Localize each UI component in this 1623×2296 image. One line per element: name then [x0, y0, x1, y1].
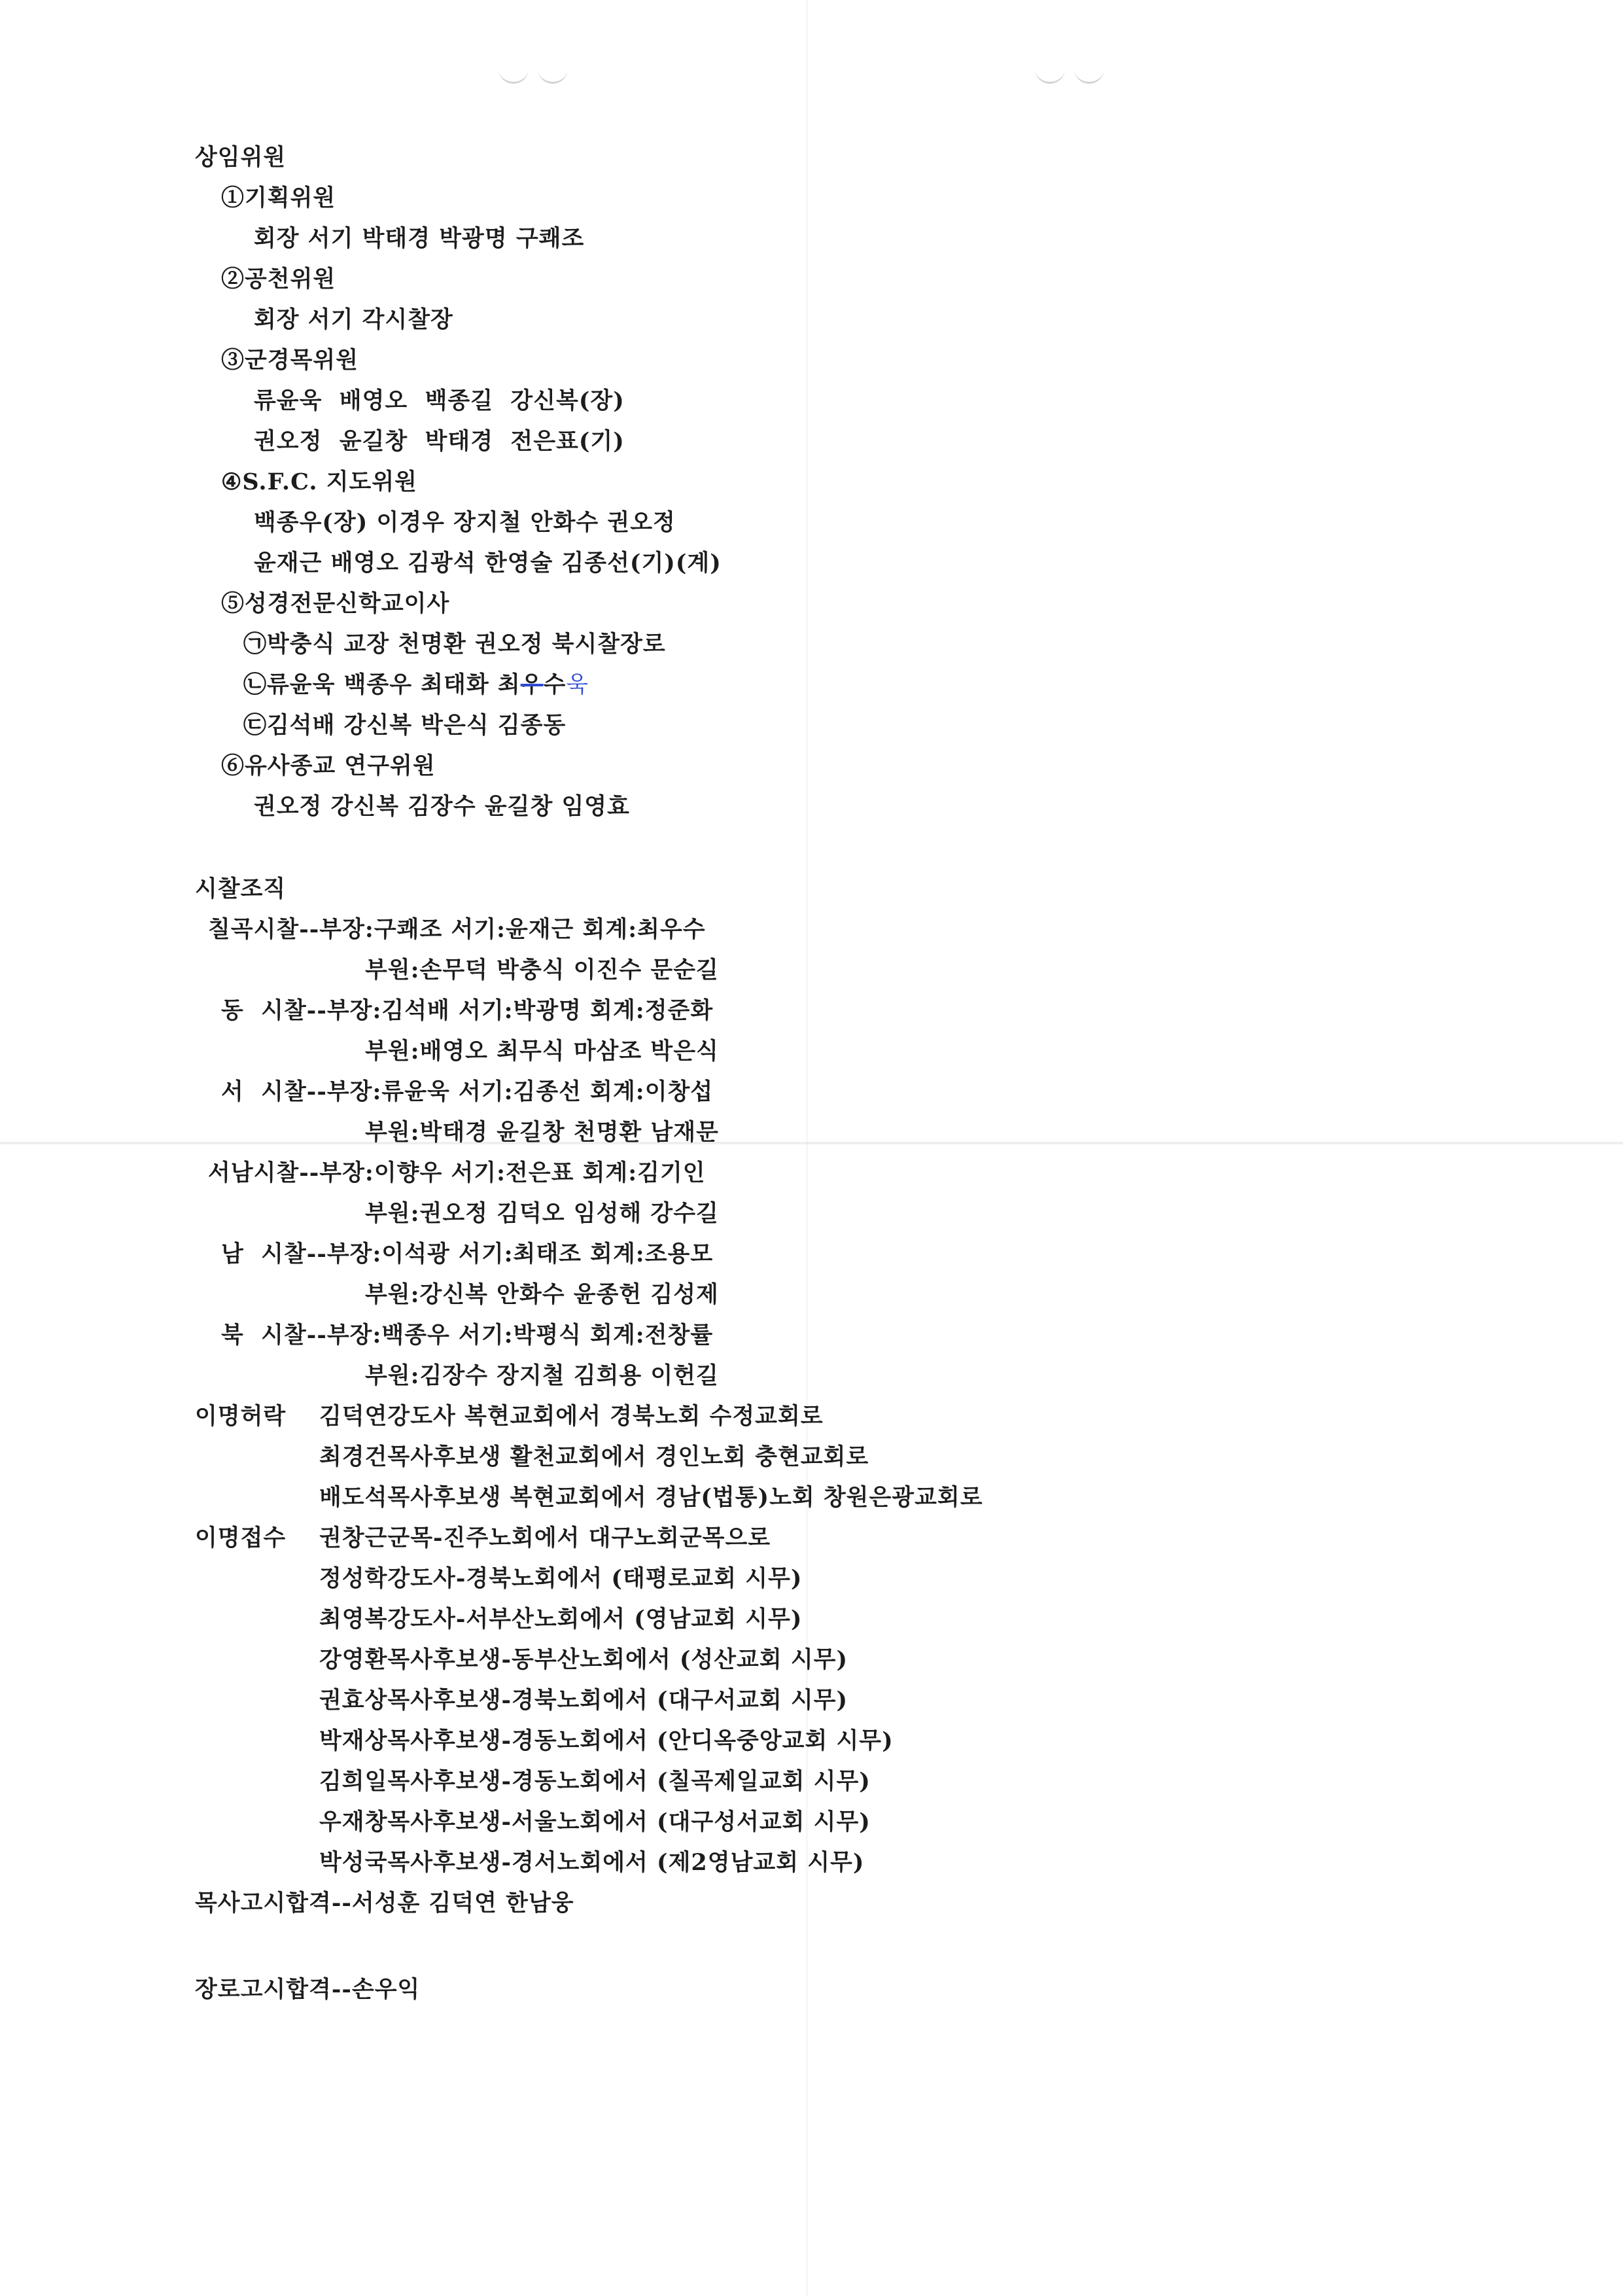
- transfer-in-item: 김희일목사후보생-경동노회에서 (칠곡제일교회 시무): [319, 1768, 871, 1795]
- committee-title-sfc: ④S.F.C. 지도위원: [221, 468, 417, 495]
- transfer-in-item: 박성국목사후보생-경서노회에서 (제2영남교회 시무): [319, 1849, 865, 1876]
- transfer-in-item: 권효상목사후보생-경북노회에서 (대구서교회 시무): [319, 1687, 848, 1714]
- transfer-in-item: 권창근군목-진주노회에서 대구노회군목으로: [319, 1525, 771, 1551]
- committee-members-sfc-1: 백종우(장) 이경우 장지철 안화수 권오정: [254, 509, 676, 536]
- transfer-in-item: 박재상목사후보생-경동노회에서 (안디옥중앙교회 시무): [319, 1727, 894, 1754]
- committee-members-planning: 회장 서기 박태경 박광명 구쾌조: [254, 225, 585, 252]
- sichal-head-row: 남 시찰--부장:이석광 서기:최태조 회계:조용모: [221, 1241, 714, 1267]
- committee-title-military: ③군경목위원: [221, 347, 359, 374]
- transfer-out-item: 최경건목사후보생 활천교회에서 경인노회 충현교회로: [319, 1443, 869, 1470]
- elder-exam-passed: 장로고시합격--손우익: [195, 1976, 421, 2003]
- committee-title-cult-research: ⑥유사종교 연구위원: [221, 752, 436, 779]
- transfer-out-item: 배도석목사후보생 복현교회에서 경남(법통)노회 창원은광교회로: [319, 1484, 983, 1511]
- committee-members-seminary-3: ㉢김석배 강신복 박은식 김종동: [243, 712, 567, 739]
- sichal-head-row: 서 시찰--부장:류윤욱 서기:김종선 회계:이창섭: [221, 1078, 714, 1105]
- struck-character: 우: [520, 671, 544, 698]
- committee-title-nomination: ②공천위원: [221, 266, 336, 292]
- transfer-in-item: 강영환목사후보생-동부산노회에서 (성산교회 시무): [319, 1646, 848, 1673]
- committee-title-seminary: ⑤성경전문신학교이사: [221, 590, 450, 617]
- transfer-in-label: 이명접수: [195, 1525, 287, 1551]
- committee-members-military-2: 권오정 윤길창 박태경 전은표(기): [254, 428, 625, 455]
- committee-members-seminary-1: ㉠박충식 교장 천명환 권오정 북시찰장로: [243, 631, 666, 658]
- committee-members-military-1: 류윤욱 배영오 백종길 강신복(장): [254, 387, 625, 414]
- punch-hole-mark: [1074, 62, 1104, 84]
- committee-members-cult-research: 권오정 강신복 김장수 윤길창 임영효: [254, 793, 630, 820]
- sichal-members-row: 부원:배영오 최무식 마삼조 박은식: [365, 1038, 719, 1065]
- transfer-in-item: 우재창목사후보생-서울노회에서 (대구성서교회 시무): [319, 1809, 871, 1835]
- sichal-members-row: 부원:강신복 안화수 윤종헌 김성제: [365, 1281, 719, 1308]
- transfer-in-item: 최영복강도사-서부산노회에서 (영남교회 시무): [319, 1606, 803, 1633]
- seminary-row2-text: ㉡류윤욱 백종우 최태화 최: [243, 671, 521, 698]
- sichal-head-row: 칠곡시찰--부장:구쾌조 서기:윤재근 회계:최우수: [208, 916, 706, 943]
- transfer-out-item: 김덕연강도사 복현교회에서 경북노회 수정교회로: [319, 1403, 824, 1430]
- sichal-members-row: 부원:김장수 장지철 김희용 이헌길: [365, 1362, 719, 1389]
- pastor-exam-passed: 목사고시합격--서성훈 김덕연 한남웅: [195, 1890, 574, 1916]
- paper-fold-line: [806, 0, 808, 2296]
- sichal-head-row: 북 시찰--부장:백종우 서기:박평식 회계:전창률: [221, 1322, 714, 1349]
- section-heading-standing: 상임위원: [195, 144, 287, 171]
- punch-hole-mark: [498, 62, 529, 84]
- seminary-row2-suffix: 수: [543, 671, 567, 698]
- sichal-members-row: 부원:권오정 김덕오 임성해 강수길: [365, 1200, 719, 1227]
- sichal-members-row: 부원:손무덕 박충식 이진수 문순길: [365, 957, 719, 983]
- punch-hole-mark: [538, 62, 568, 84]
- punch-hole-mark: [1035, 62, 1065, 84]
- paper-fold-line: [0, 1142, 1623, 1144]
- committee-members-nomination: 회장 서기 각시찰장: [254, 306, 453, 333]
- sichal-head-row: 동 시찰--부장:김석배 서기:박광명 회계:정준화: [221, 997, 714, 1024]
- transfer-out-label: 이명허락: [195, 1403, 287, 1430]
- transfer-in-item: 정성학강도사-경북노회에서 (태평로교회 시무): [319, 1565, 803, 1592]
- sichal-members-row: 부원:박태경 윤길창 천명환 남재문: [365, 1119, 719, 1146]
- section-heading-sichal: 시찰조직: [195, 875, 287, 902]
- committee-members-seminary-2: [243, 669, 589, 701]
- sichal-head-row: 서남시찰--부장:이향우 서기:전은표 회계:김기인: [208, 1159, 706, 1186]
- handwritten-correction: 욱: [566, 672, 589, 698]
- committee-members-sfc-2: 윤재근 배영오 김광석 한영술 김종선(기)(계): [254, 550, 722, 576]
- committee-title-planning: ①기획위원: [221, 185, 336, 211]
